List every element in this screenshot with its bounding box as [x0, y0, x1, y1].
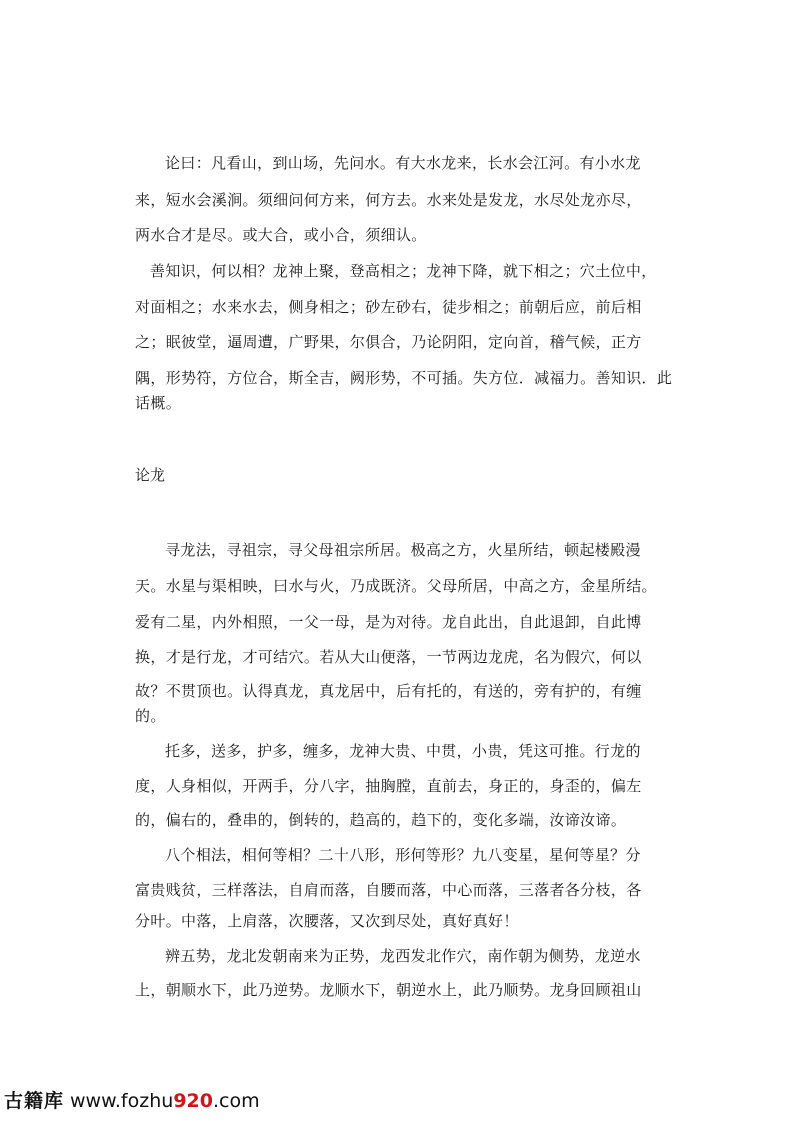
footer-brand: 古籍库 — [4, 1090, 65, 1112]
intro-line-7: 隅，形势符，方位合，斯全吉，阙形势，不可插。失方位．减福力。善知识．此 — [135, 369, 673, 387]
intro-line-1: 论曰：凡看山，到山场，先问水。有大水龙来，长水会江河。有小水龙 — [165, 154, 641, 172]
body-line-1: 寻龙法，寻祖宗，寻父母祖宗所居。极高之方，火星所结，顿起楼殿漫 — [165, 541, 641, 559]
body-line-14: 上，朝顺水下，此乃逆势。龙顺水下，朝逆水上，此乃顺势。龙身回顾祖山 — [135, 981, 642, 999]
body-line-3: 爱有二星，内外相照，一父一母，是为对待。龙自此出，自此退卸，自此博 — [135, 613, 642, 631]
body-line-10: 八个相法，相何等相？二十八形，形何等形？九八变星，星何等星？分 — [165, 846, 641, 864]
section-title: 论龙 — [135, 466, 166, 484]
intro-line-8: 话概。 — [135, 394, 182, 412]
body-line-9: 的，偏右的，叠串的，倒转的，趋高的，趋下的，变化多端，汝谛汝谛。 — [135, 811, 627, 829]
intro-line-4: 善知识，何以相？龙神上聚，登高相之；龙神下降，就下相之；穴土位中， — [150, 262, 657, 280]
site-number: 920 — [173, 1090, 213, 1112]
body-line-8: 度，人身相似，开两手，分八字，抽胸膛，直前去，身正的，身歪的，偏左 — [135, 777, 642, 795]
intro-line-6: 之；眠彼堂，逼周遭，广野果，尔俱合，乃论阴阳，定向首，稽气候，正方 — [135, 333, 642, 351]
intro-line-3: 两水合才是尽。或大合，或小合，须细认。 — [135, 226, 427, 244]
body-line-13: 辨五势，龙北发朝南来为正势，龙西发北作穴，南作朝为侧势，龙逆水 — [165, 947, 641, 965]
site-prefix: www.fozhu — [70, 1090, 174, 1112]
body-line-6: 的。 — [135, 707, 166, 725]
body-line-5: 故？不贯顶也。认得真龙，真龙居中，后有托的，有送的，旁有护的，有缠 — [135, 682, 642, 700]
intro-line-5: 对面相之；水来水去，侧身相之；砂左砂右，徒步相之；前朝后应，前后相 — [135, 298, 642, 316]
body-line-4: 换，才是行龙，才可结穴。若从大山便落，一节两边龙虎，名为假穴，何以 — [135, 648, 642, 666]
watermark-footer — [4, 1088, 260, 1114]
site-suffix: .com — [212, 1090, 260, 1112]
body-line-7: 托多，送多，护多，缠多，龙神大贵、中贯，小贵，凭这可推。行龙的 — [165, 742, 641, 760]
body-line-12: 分叶。中落，上肩落，次腰落，又次到尽处，真好真好！ — [135, 912, 519, 930]
intro-line-2: 来，短水会溪涧。须细问何方来，何方去。水来处是发龙，水尽处龙亦尽， — [135, 191, 642, 209]
footer-site-link[interactable] — [70, 1090, 260, 1112]
body-line-2: 天。水星与渠相映，曰水与火，乃成既济。父母所居，中高之方，金星所结。 — [135, 577, 657, 595]
body-line-11: 富贵贱贫，三样落法，自肩而落，自腰而落，中心而落，三落者各分枝，各 — [135, 881, 642, 899]
